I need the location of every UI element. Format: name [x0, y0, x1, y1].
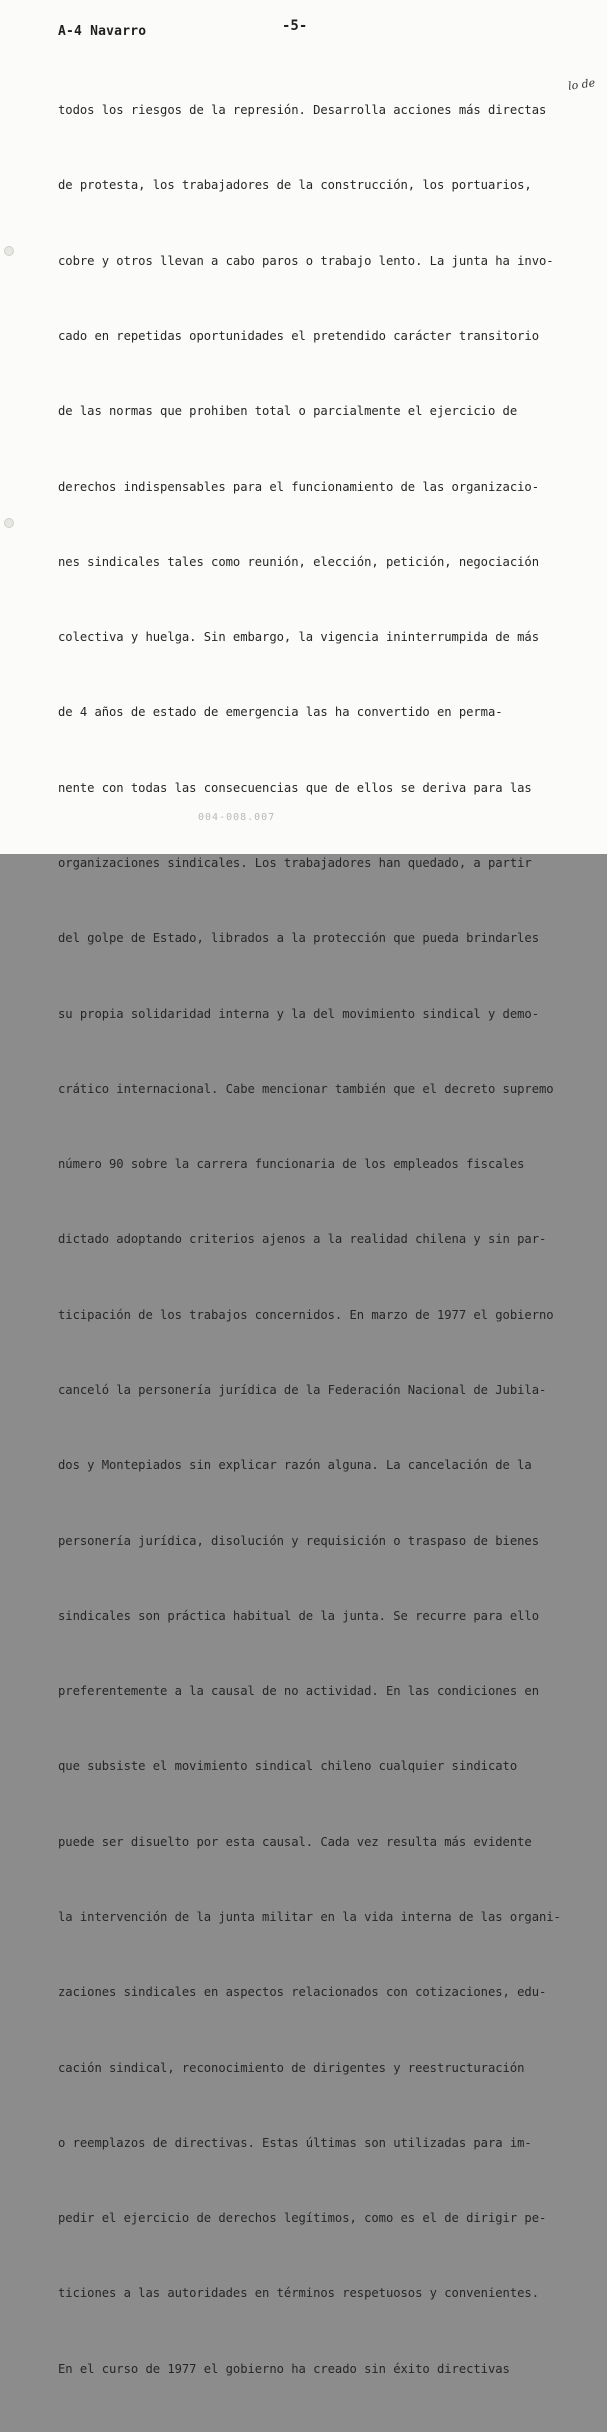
text-line: pedir el ejercicio de derechos legítimos, como es el de dirigir pe- — [58, 2211, 547, 2226]
text-line: sindicales son práctica habitual de la junta. Se recurre para ello — [58, 1608, 539, 1623]
text-line: de las normas que prohiben total o parcialmente el ejercicio de — [58, 404, 518, 419]
text-line: puede ser disuelto por esta causal. Cada vez resulta más evidente — [58, 1834, 532, 1849]
text-line: crático internacional. Cabe mencionar también que el decreto supremo — [58, 1081, 554, 1096]
text-line: la intervención de la junta militar en la vida interna de las organi- — [58, 1909, 561, 1924]
text-line: del golpe de Estado, librados a la protección que pueda brindarles — [58, 931, 539, 946]
text-line: cado en repetidas oportunidades el pretendido carácter transitorio — [58, 329, 539, 344]
text-line: o reemplazos de directivas. Estas últimas son utilizadas para im- — [58, 2135, 532, 2150]
punch-hole — [4, 518, 14, 528]
archive-stamp: 004-008.007 — [198, 812, 276, 823]
text-line: organizaciones sindicales. Los trabajadores han quedado, a partir — [58, 856, 532, 870]
text-line: zaciones sindicales en aspectos relacionados con cotizaciones, edu- — [58, 1985, 547, 2000]
text-line: En el curso de 1977 el gobierno ha creado sin éxito directivas — [58, 2361, 510, 2376]
text-line: su propia solidaridad interna y la del movimiento sindical y demo- — [58, 1006, 539, 1021]
text-line: número 90 sobre la carrera funcionaria de los empleados fiscales — [58, 1157, 525, 1172]
handwritten-margin-note: lo de — [567, 76, 596, 93]
text-line: preferentemente a la causal de no actividad. En las condiciones en — [58, 1684, 539, 1699]
text-line: dos y Montepiados sin explicar razón alguna. La cancelación de la — [58, 1458, 532, 1473]
text-line: canceló la personería jurídica de la Federación Nacional de Jubila- — [58, 1382, 547, 1397]
text-line: que subsiste el movimiento sindical chileno cualquier sindicato — [58, 1759, 518, 1774]
text-line: ticiones a las autoridades en términos respetuosos y convenientes. — [58, 2286, 539, 2301]
body-text — [58, 48, 561, 2432]
punch-hole — [4, 246, 14, 256]
page-number: -5- — [282, 18, 308, 34]
text-line: derechos indispensables para el funcionamiento de las organizacio- — [58, 479, 539, 494]
text-line: cobre y otros llevan a cabo paros o trabajo lento. La junta ha invo- — [58, 253, 554, 268]
text-line: cación sindical, reconocimiento de dirigentes y reestructuración — [58, 2060, 525, 2075]
text-line: personería jurídica, disolución y requisición o traspaso de bienes — [58, 1533, 539, 1548]
text-line: colectiva y huelga. Sin embargo, la vigencia ininterrumpida de más — [58, 630, 539, 645]
document-reference: A-4 Navarro — [58, 24, 147, 39]
text-line: ticipación de los trabajos concernidos. En marzo de 1977 el gobierno — [58, 1307, 554, 1322]
text-line: nes sindicales tales como reunión, elección, petición, negociación — [58, 554, 539, 569]
text-line: de 4 años de estado de emergencia las ha convertido en perma- — [58, 705, 503, 720]
text-line: de protesta, los trabajadores de la construcción, los portuarios, — [58, 178, 532, 193]
text-line: nente con todas las consecuencias que de ellos se deriva para las — [58, 780, 532, 795]
text-line: dictado adoptando criterios ajenos a la realidad chilena y sin par- — [58, 1232, 547, 1247]
text-line: todos los riesgos de la represión. Desarrolla acciones más directas — [58, 103, 547, 118]
